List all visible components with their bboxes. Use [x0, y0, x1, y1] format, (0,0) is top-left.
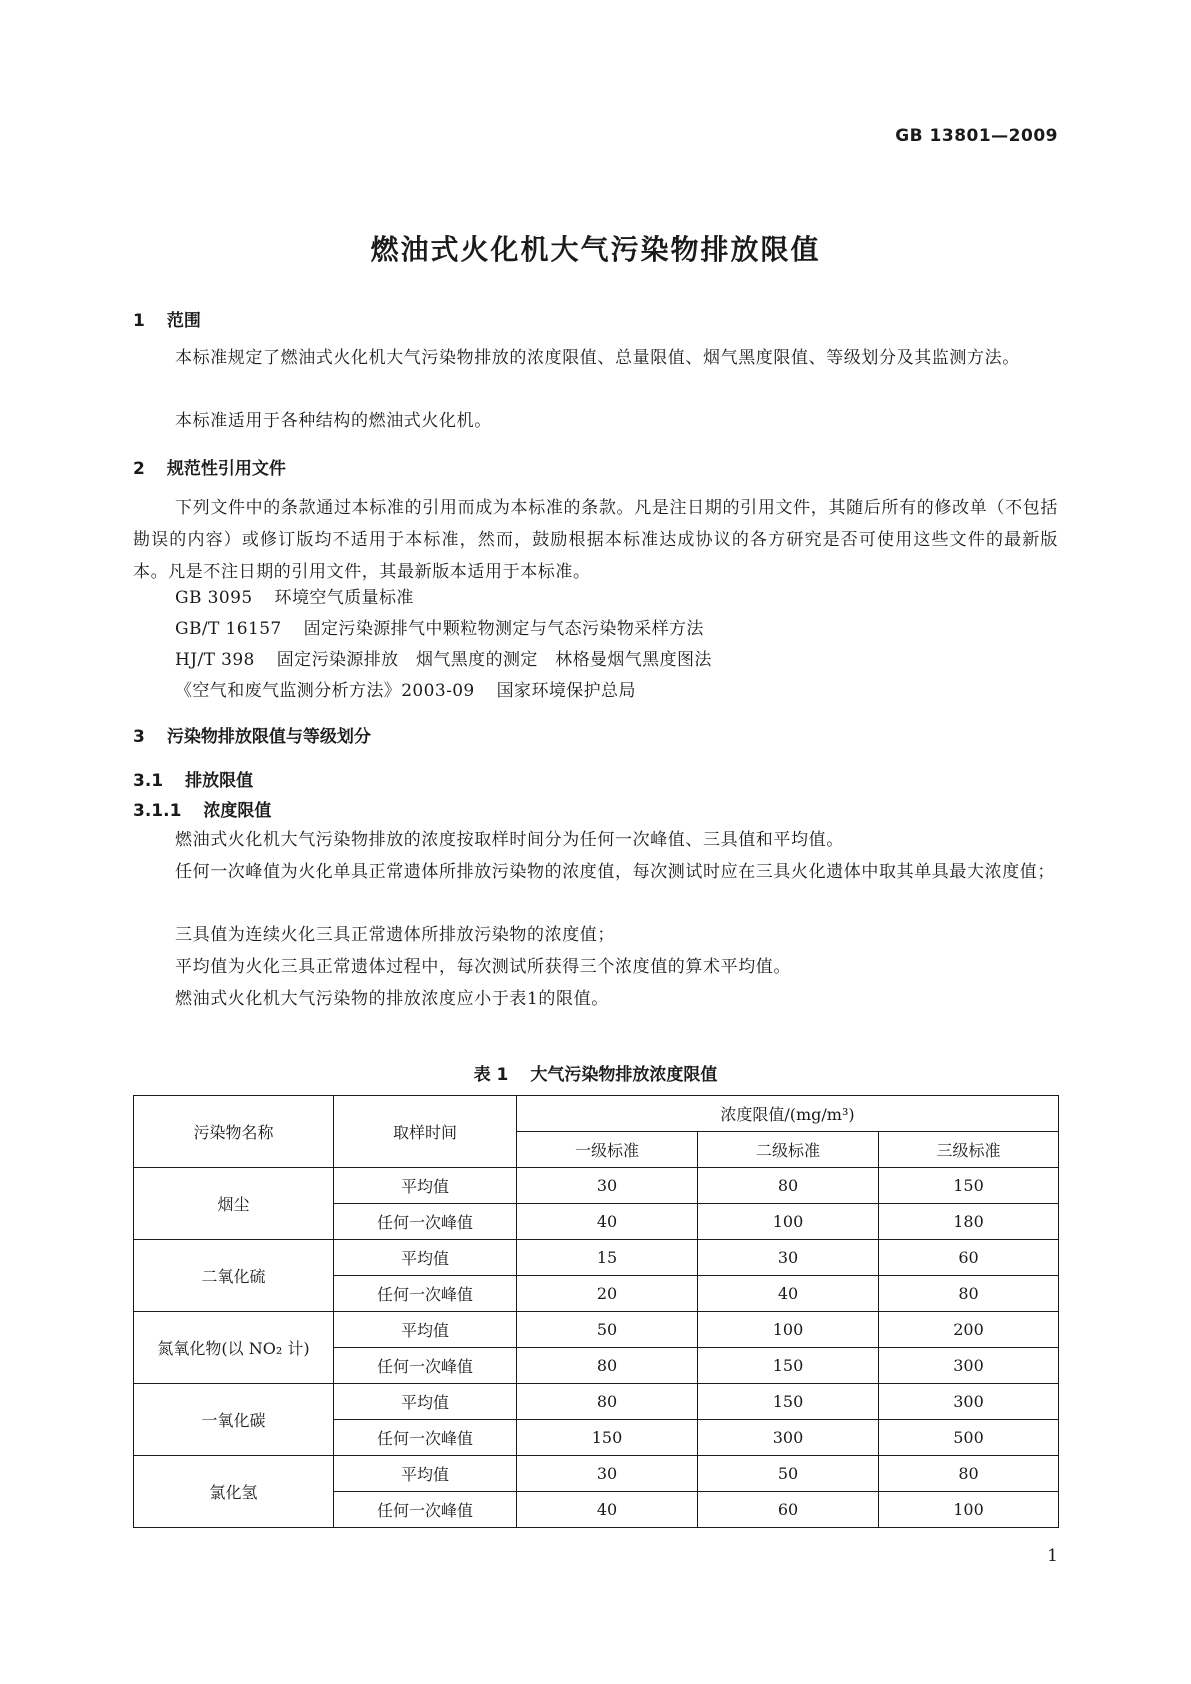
- table-number: 表 1: [473, 1065, 509, 1085]
- limit-value: 30: [517, 1168, 698, 1204]
- section-title: 污染物排放限值与等级划分: [166, 727, 371, 747]
- limit-value: 150: [698, 1348, 879, 1384]
- header-grade-2: 二级标准: [698, 1132, 879, 1168]
- reference-title: 固定污染源排气中颗粒物测定与气态污染物采样方法: [303, 619, 704, 639]
- paragraph: 本标准适用于各种结构的燃油式火化机。: [175, 411, 492, 431]
- pollutant-name: 一氧化碳: [134, 1384, 334, 1456]
- page-number: 1: [1047, 1546, 1058, 1566]
- header-grade-3: 三级标准: [879, 1132, 1059, 1168]
- limit-value: 300: [879, 1348, 1059, 1384]
- limit-value: 150: [698, 1384, 879, 1420]
- limit-value: 80: [879, 1276, 1059, 1312]
- limit-value: 150: [517, 1420, 698, 1456]
- reference-item: [175, 645, 712, 670]
- pollutant-name: 烟尘: [134, 1168, 334, 1240]
- section-number: 2: [133, 459, 145, 479]
- pollutant-name: 氮氧化物(以 NO₂ 计): [134, 1312, 334, 1384]
- header-limit-group: 浓度限值/(mg/m³): [517, 1096, 1059, 1132]
- sampling-time: 平均值: [334, 1384, 517, 1420]
- section-3-1-heading: [133, 766, 253, 791]
- section-title: 规范性引用文件: [166, 459, 286, 479]
- sampling-time: 平均值: [334, 1168, 517, 1204]
- limit-value: 200: [879, 1312, 1059, 1348]
- reference-code: GB/T 16157: [175, 619, 282, 639]
- emission-limits-table: [133, 1095, 1059, 1528]
- reference-item: [175, 614, 704, 639]
- section-title: 排放限值: [185, 771, 254, 791]
- table-caption: [0, 1060, 1191, 1085]
- paragraph: 本标准规定了燃油式火化机大气污染物排放的浓度限值、总量限值、烟气黑度限值、等级划分及其监测方法。: [175, 348, 1020, 368]
- section-number: 1: [133, 311, 145, 331]
- reference-code: HJ/T 398: [175, 650, 255, 670]
- limit-value: 80: [517, 1348, 698, 1384]
- paragraph: 下列文件中的条款通过本标准的引用而成为本标准的条款。凡是注日期的引用文件，其随后所有的修改单（不包括勘误的内容）或修订版均不适用于本标准，然而，鼓励根据本标准达成协议的各方研究是否可使用这些文件的最新版本。凡是不注日期的引用文件，其最新版本适用于本标准。: [133, 498, 1058, 582]
- pollutant-name: 氯化氢: [134, 1456, 334, 1528]
- reference-code: GB 3095: [175, 588, 253, 608]
- section-1-heading: [133, 306, 201, 331]
- limit-value: 30: [698, 1240, 879, 1276]
- limit-value: 80: [879, 1456, 1059, 1492]
- sampling-time: 任何一次峰值: [334, 1492, 517, 1528]
- section-number: 3: [133, 727, 145, 747]
- limit-value: 100: [698, 1204, 879, 1240]
- limit-value: 60: [879, 1240, 1059, 1276]
- sampling-time: 任何一次峰值: [334, 1204, 517, 1240]
- paragraph: 任何一次峰值为火化单具正常遗体所排放污染物的浓度值，每次测试时应在三具火化遗体中取其单具最大浓度值；: [175, 862, 1055, 882]
- limit-value: 40: [698, 1276, 879, 1312]
- sampling-time: 平均值: [334, 1240, 517, 1276]
- reference-title: 固定污染源排放 烟气黑度的测定 林格曼烟气黑度图法: [276, 650, 712, 670]
- reference-title: 环境空气质量标准: [274, 588, 414, 608]
- limit-value: 500: [879, 1420, 1059, 1456]
- section-number: 3.1: [133, 771, 164, 791]
- limit-value: 40: [517, 1492, 698, 1528]
- section-title: 浓度限值: [203, 801, 272, 821]
- section-2-heading: [133, 454, 286, 479]
- standard-number: GB 13801—2009: [895, 126, 1058, 146]
- table-row: [134, 1312, 1059, 1348]
- table-row: [134, 1168, 1059, 1204]
- section-title: 范围: [166, 311, 201, 331]
- limit-value: 180: [879, 1204, 1059, 1240]
- sampling-time: 平均值: [334, 1456, 517, 1492]
- section-3-heading: [133, 722, 371, 747]
- header-sampling-time: 取样时间: [334, 1096, 517, 1168]
- sampling-time: 任何一次峰值: [334, 1276, 517, 1312]
- limit-value: 30: [517, 1456, 698, 1492]
- reference-title: 国家环境保护总局: [496, 681, 636, 701]
- limit-value: 150: [879, 1168, 1059, 1204]
- pollutant-name: 二氧化硫: [134, 1240, 334, 1312]
- sampling-time: 任何一次峰值: [334, 1420, 517, 1456]
- limit-value: 100: [698, 1312, 879, 1348]
- reference-item: [175, 676, 636, 701]
- limit-value: 300: [879, 1384, 1059, 1420]
- limit-value: 60: [698, 1492, 879, 1528]
- table-row: [134, 1240, 1059, 1276]
- section-3-1-1-heading: [133, 796, 271, 821]
- limit-value: 80: [698, 1168, 879, 1204]
- limit-value: 100: [879, 1492, 1059, 1528]
- sampling-time: 平均值: [334, 1312, 517, 1348]
- limit-value: 80: [517, 1384, 698, 1420]
- document-title: 燃油式火化机大气污染物排放限值: [370, 233, 821, 266]
- header-grade-1: 一级标准: [517, 1132, 698, 1168]
- header-pollutant: 污染物名称: [134, 1096, 334, 1168]
- limit-value: 15: [517, 1240, 698, 1276]
- table-header-row: [134, 1096, 1059, 1132]
- limit-value: 300: [698, 1420, 879, 1456]
- limit-value: 50: [698, 1456, 879, 1492]
- sampling-time: 任何一次峰值: [334, 1348, 517, 1384]
- reference-item: [175, 583, 414, 608]
- paragraph: 燃油式火化机大气污染物排放的浓度按取样时间分为任何一次峰值、三具值和平均值。: [175, 830, 844, 850]
- section-number: 3.1.1: [133, 801, 182, 821]
- limit-value: 40: [517, 1204, 698, 1240]
- table-title: 大气污染物排放浓度限值: [530, 1065, 718, 1085]
- table-row: [134, 1456, 1059, 1492]
- paragraph: 平均值为火化三具正常遗体过程中，每次测试所获得三个浓度值的算术平均值。: [175, 957, 791, 977]
- limit-value: 50: [517, 1312, 698, 1348]
- table-row: [134, 1384, 1059, 1420]
- paragraph: 三具值为连续火化三具正常遗体所排放污染物的浓度值；: [175, 925, 615, 945]
- limit-value: 20: [517, 1276, 698, 1312]
- reference-code: 《空气和废气监测分析方法》2003-09: [175, 681, 475, 701]
- paragraph: 燃油式火化机大气污染物的排放浓度应小于表1的限值。: [175, 989, 609, 1009]
